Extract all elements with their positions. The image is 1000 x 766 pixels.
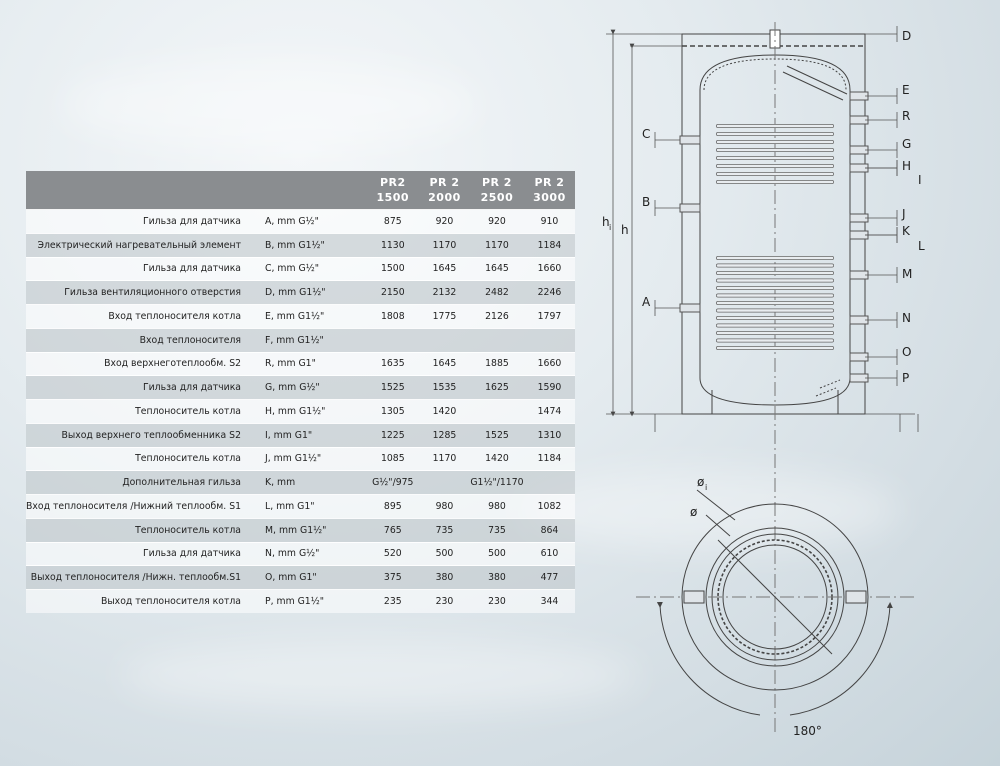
label-h: h — [621, 223, 629, 237]
row-code: K, mm — [245, 471, 367, 495]
label-conn-h: H — [902, 159, 912, 173]
label-diam-inner: ø — [690, 505, 698, 519]
row-value: 1420 — [470, 447, 524, 471]
row-value: 1085 — [367, 447, 419, 471]
row-value: 1590 — [524, 376, 575, 400]
row-value: 735 — [470, 518, 524, 542]
row-value: 500 — [470, 542, 524, 566]
row-value: 2132 — [419, 281, 470, 305]
row-value: 1525 — [367, 376, 419, 400]
label-conn-b: B — [642, 195, 651, 209]
row-value: 610 — [524, 542, 575, 566]
label-conn-e: E — [902, 83, 910, 97]
row-name: Дополнительная гильза — [26, 471, 245, 495]
row-name: Электрический нагревательный элемент — [26, 233, 245, 257]
label-conn-a: A — [642, 295, 651, 309]
row-value: 765 — [367, 518, 419, 542]
row-value: 375 — [367, 566, 419, 590]
row-value: 2150 — [367, 281, 419, 305]
row-value: 1184 — [524, 233, 575, 257]
row-code: H, mm G1½" — [245, 400, 367, 424]
row-code: J, mm G1½" — [245, 447, 367, 471]
row-code: G, mm G½" — [245, 376, 367, 400]
row-value: 735 — [419, 518, 470, 542]
row-name: Вход теплоносителя /Нижний теплообм. S1 — [26, 495, 245, 519]
row-value: 520 — [367, 542, 419, 566]
row-value: 980 — [470, 495, 524, 519]
row-value: 1420 — [419, 400, 470, 424]
row-code: F, mm G1½" — [245, 328, 367, 352]
row-name: Теплоноситель котла — [26, 447, 245, 471]
row-value: 910 — [524, 210, 575, 234]
row-name: Гильза для датчика — [26, 542, 245, 566]
row-code: E, mm G1½" — [245, 305, 367, 329]
row-value: 1310 — [524, 423, 575, 447]
row-name: Выход верхнего теплообменника S2 — [26, 423, 245, 447]
row-value: 1500 — [367, 257, 419, 281]
row-name: Выход теплоносителя котла — [26, 590, 245, 613]
row-value: 1184 — [524, 447, 575, 471]
row-name: Выход теплоносителя /Нижн. теплообм.S1 — [26, 566, 245, 590]
row-value: 1474 — [524, 400, 575, 424]
row-value: 1305 — [367, 400, 419, 424]
row-value: 1170 — [419, 447, 470, 471]
row-value: 1645 — [470, 257, 524, 281]
label-conn-g: G — [902, 137, 912, 151]
row-value: 1660 — [524, 352, 575, 376]
row-value: 2246 — [524, 281, 575, 305]
header-model: PR 2 3000 — [524, 171, 575, 210]
label-conn-p: P — [902, 371, 910, 385]
label-conn-m: M — [902, 267, 913, 281]
row-value: 235 — [367, 590, 419, 613]
row-value: 980 — [419, 495, 470, 519]
label-diam-outer-sub: i — [705, 483, 708, 492]
label-diam-outer: ø — [697, 475, 705, 489]
header-model: PR 2 2500 — [470, 171, 524, 210]
row-code: O, mm G1" — [245, 566, 367, 590]
row-code: R, mm G1" — [245, 352, 367, 376]
row-value: 1285 — [419, 423, 470, 447]
row-value: 380 — [419, 566, 470, 590]
row-value: 380 — [470, 566, 524, 590]
row-value: 500 — [419, 542, 470, 566]
row-value: 477 — [524, 566, 575, 590]
row-value: 1797 — [524, 305, 575, 329]
row-value: 1635 — [367, 352, 419, 376]
tank-jacket — [682, 34, 865, 414]
row-code: D, mm G1½" — [245, 281, 367, 305]
row-name: Гильза для датчика — [26, 257, 245, 281]
row-value: 895 — [367, 495, 419, 519]
row-name: Гильза для датчика — [26, 376, 245, 400]
label-conn-d: D — [902, 29, 912, 43]
row-code: M, mm G1½" — [245, 518, 367, 542]
row-value: 920 — [470, 210, 524, 234]
label-conn-n: N — [902, 311, 911, 325]
header-model: PR2 1500 — [367, 171, 419, 210]
row-value: 2482 — [470, 281, 524, 305]
label-angle: 180° — [793, 724, 822, 738]
row-value: G1½"/1170 — [470, 471, 524, 495]
row-value: 864 — [524, 518, 575, 542]
row-name: Гильза вентиляционного отверстия — [26, 281, 245, 305]
row-value: 1525 — [470, 423, 524, 447]
row-value: 1535 — [419, 376, 470, 400]
row-value: 1625 — [470, 376, 524, 400]
row-code: P, mm G1½" — [245, 590, 367, 613]
row-value: 1645 — [419, 352, 470, 376]
row-name: Вход теплоносителя — [26, 328, 245, 352]
row-value: 230 — [470, 590, 524, 613]
row-value: 875 — [367, 210, 419, 234]
label-conn-i: I — [918, 173, 922, 187]
label-hi: h — [602, 215, 610, 229]
row-value: 920 — [419, 210, 470, 234]
row-code: N, mm G½" — [245, 542, 367, 566]
row-value: 1170 — [470, 233, 524, 257]
row-value: 1225 — [367, 423, 419, 447]
row-value: 1885 — [470, 352, 524, 376]
row-name: Гильза для датчика — [26, 210, 245, 234]
row-name: Вход теплоносителя котла — [26, 305, 245, 329]
header-model: PR 2 2000 — [419, 171, 470, 210]
row-name: Теплоноситель котла — [26, 518, 245, 542]
label-conn-j: J — [902, 207, 906, 221]
row-code: A, mm G½" — [245, 210, 367, 234]
row-value: 1170 — [419, 233, 470, 257]
row-value: 1775 — [419, 305, 470, 329]
label-hi-sub: i — [609, 223, 612, 232]
label-conn-o: O — [902, 345, 912, 359]
row-value: 230 — [419, 590, 470, 613]
row-value: 2126 — [470, 305, 524, 329]
row-value: 344 — [524, 590, 575, 613]
label-conn-l: L — [918, 239, 925, 253]
label-conn-r: R — [902, 109, 911, 123]
row-code: C, mm G½" — [245, 257, 367, 281]
row-value: 1660 — [524, 257, 575, 281]
row-code: I, mm G1" — [245, 423, 367, 447]
row-value: 1808 — [367, 305, 419, 329]
row-value: 1130 — [367, 233, 419, 257]
row-code: L, mm G1" — [245, 495, 367, 519]
row-value: G½"/975 — [367, 471, 419, 495]
label-conn-c: C — [642, 127, 651, 141]
label-conn-k: K — [902, 224, 910, 238]
row-value: 1082 — [524, 495, 575, 519]
row-name: Теплоноситель котла — [26, 400, 245, 424]
row-code: B, mm G1½" — [245, 233, 367, 257]
row-name: Вход верхнеготеплообм. S2 — [26, 352, 245, 376]
row-value: 1645 — [419, 257, 470, 281]
